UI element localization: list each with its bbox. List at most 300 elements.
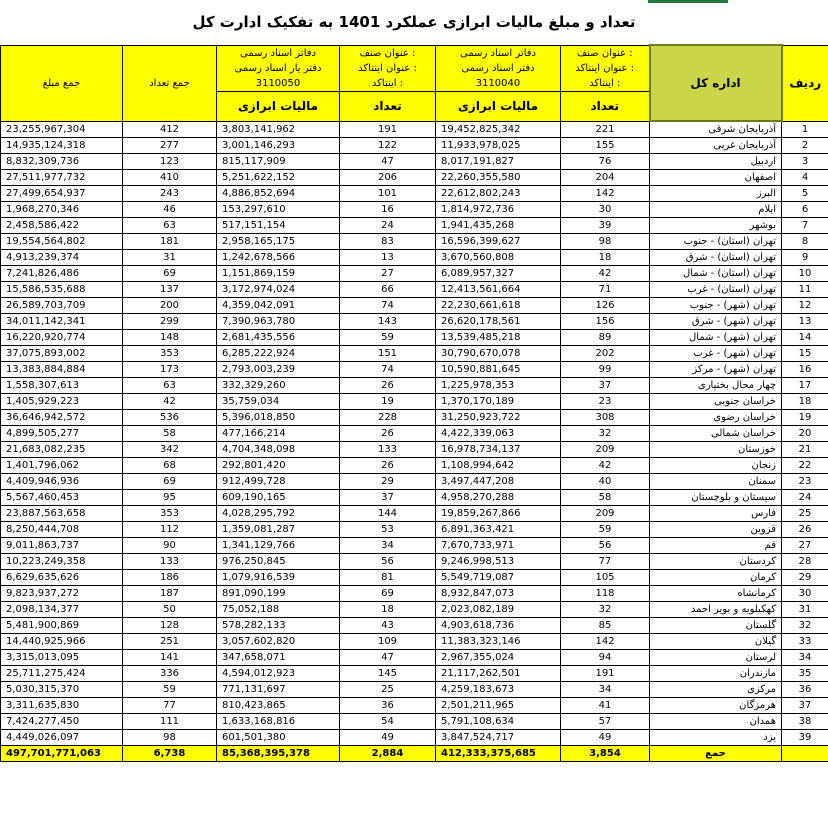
cell-count-2[interactable]: 81 [340,570,436,586]
cell-count-2[interactable]: 122 [340,138,436,154]
cell-total-amount[interactable]: 13,383,884,884 [1,362,123,378]
cell-total-amount[interactable]: 4,409,946,936 [1,474,123,490]
total-count[interactable]: 6,738 [123,746,217,762]
cell-total-count[interactable]: 251 [123,634,217,650]
cell-tax-1[interactable]: 19,859,267,866 [436,506,561,522]
cell-office[interactable]: فارس [650,506,782,522]
cell-tax-2[interactable]: 1,359,081,287 [217,522,340,538]
cell-total-count[interactable]: 98 [123,730,217,746]
cell-office[interactable]: تهران (استان) - شمال [650,266,782,282]
cell-count-2[interactable]: 37 [340,490,436,506]
cell-total-amount[interactable]: 10,223,249,358 [1,554,123,570]
cell-tax-1[interactable]: 22,230,661,618 [436,298,561,314]
cell-office[interactable]: خراسان جنوبی [650,394,782,410]
cell-tax-1[interactable]: 30,790,670,078 [436,346,561,362]
cell-count-1[interactable]: 89 [561,330,650,346]
cell-tax-2[interactable]: 5,396,018,850 [217,410,340,426]
cell-count-1[interactable]: 59 [561,522,650,538]
cell-row-number[interactable]: 28 [782,554,828,570]
cell-tax-1[interactable]: 2,023,082,189 [436,602,561,618]
cell-count-2[interactable]: 109 [340,634,436,650]
cell-row-number[interactable]: 27 [782,538,828,554]
cell-row-number[interactable]: 33 [782,634,828,650]
cell-count-1[interactable]: 32 [561,426,650,442]
cell-total-amount[interactable]: 5,030,315,370 [1,682,123,698]
cell-tax-2[interactable]: 810,423,865 [217,698,340,714]
cell-office[interactable]: زنجان [650,458,782,474]
cell-tax-2[interactable]: 1,341,129,766 [217,538,340,554]
cell-row-number[interactable]: 6 [782,202,828,218]
cell-row-number[interactable]: 13 [782,314,828,330]
cell-count-2[interactable]: 133 [340,442,436,458]
cell-tax-2[interactable]: 1,633,168,816 [217,714,340,730]
cell-tax-1[interactable]: 4,903,618,736 [436,618,561,634]
total-amount[interactable]: 497,701,771,063 [1,746,123,762]
cell-count-2[interactable]: 24 [340,218,436,234]
cell-count-1[interactable]: 209 [561,442,650,458]
cell-total-amount[interactable]: 3,311,635,830 [1,698,123,714]
cell-row-number[interactable]: 32 [782,618,828,634]
cell-office[interactable]: تهران (شهر) - جنوب [650,298,782,314]
cell-row-number[interactable]: 8 [782,234,828,250]
cell-tax-2[interactable]: 815,117,909 [217,154,340,170]
cell-total-amount[interactable]: 8,250,444,708 [1,522,123,538]
cell-office[interactable]: چهار محال بختیاری [650,378,782,394]
cell-total-count[interactable]: 410 [123,170,217,186]
cell-tax-2[interactable]: 7,390,963,780 [217,314,340,330]
cell-total-count[interactable]: 111 [123,714,217,730]
cell-tax-2[interactable]: 601,501,380 [217,730,340,746]
cell-total-count[interactable]: 536 [123,410,217,426]
cell-row-number[interactable]: 2 [782,138,828,154]
cell-row-number[interactable]: 34 [782,650,828,666]
cell-total-amount[interactable]: 14,935,124,318 [1,138,123,154]
cell-total-count[interactable]: 277 [123,138,217,154]
cell-tax-1[interactable]: 8,017,191,827 [436,154,561,170]
cell-tax-1[interactable]: 2,967,355,024 [436,650,561,666]
cell-row-number[interactable]: 20 [782,426,828,442]
cell-office[interactable]: آذربایجان غربی [650,138,782,154]
cell-tax-2[interactable]: 3,172,974,024 [217,282,340,298]
cell-row-number[interactable]: 12 [782,298,828,314]
cell-office[interactable]: هرمزگان [650,698,782,714]
cell-tax-1[interactable]: 10,590,881,645 [436,362,561,378]
cell-total-count[interactable]: 137 [123,282,217,298]
cell-total-amount[interactable]: 5,567,460,453 [1,490,123,506]
cell-tax-2[interactable]: 2,958,165,175 [217,234,340,250]
cell-total-count[interactable]: 58 [123,426,217,442]
cell-count-2[interactable]: 145 [340,666,436,682]
cell-count-1[interactable]: 105 [561,570,650,586]
cell-total-count[interactable]: 50 [123,602,217,618]
cell-office[interactable]: گلستان [650,618,782,634]
cell-row-number[interactable]: 23 [782,474,828,490]
cell-tax-1[interactable]: 26,620,178,561 [436,314,561,330]
cell-total-count[interactable]: 128 [123,618,217,634]
cell-office[interactable]: کرمانشاه [650,586,782,602]
cell-count-2[interactable]: 144 [340,506,436,522]
cell-tax-1[interactable]: 4,958,270,288 [436,490,561,506]
cell-office[interactable]: لرستان [650,650,782,666]
cell-count-2[interactable]: 19 [340,394,436,410]
cell-total-count[interactable]: 95 [123,490,217,506]
cell-count-1[interactable]: 99 [561,362,650,378]
cell-row-number[interactable]: 22 [782,458,828,474]
cell-count-2[interactable]: 74 [340,298,436,314]
cell-total-amount[interactable]: 23,887,563,658 [1,506,123,522]
cell-tax-2[interactable]: 6,285,222,924 [217,346,340,362]
cell-row-number[interactable]: 10 [782,266,828,282]
cell-tax-2[interactable]: 153,297,610 [217,202,340,218]
cell-office[interactable]: تهران (شهر) - مرکز [650,362,782,378]
cell-tax-2[interactable]: 3,803,141,962 [217,121,340,138]
cell-office[interactable]: خوزستان [650,442,782,458]
cell-count-2[interactable]: 47 [340,154,436,170]
cell-tax-2[interactable]: 75,052,188 [217,602,340,618]
cell-count-1[interactable]: 34 [561,682,650,698]
cell-count-1[interactable]: 94 [561,650,650,666]
cell-count-1[interactable]: 49 [561,730,650,746]
cell-total-count[interactable]: 77 [123,698,217,714]
cell-total-count[interactable]: 69 [123,474,217,490]
cell-tax-1[interactable]: 5,791,108,634 [436,714,561,730]
cell-tax-1[interactable]: 9,246,998,513 [436,554,561,570]
cell-count-1[interactable]: 155 [561,138,650,154]
cell-count-2[interactable]: 53 [340,522,436,538]
cell-office[interactable]: همدان [650,714,782,730]
cell-count-2[interactable]: 26 [340,378,436,394]
cell-total-amount[interactable]: 4,449,026,097 [1,730,123,746]
cell-tax-1[interactable]: 11,933,978,025 [436,138,561,154]
cell-total-amount[interactable]: 19,554,564,802 [1,234,123,250]
cell-office[interactable]: آذربایجان شرقی [650,121,782,138]
cell-tax-1[interactable]: 21,117,262,501 [436,666,561,682]
cell-office[interactable]: اردبیل [650,154,782,170]
cell-tax-2[interactable]: 347,658,071 [217,650,340,666]
cell-count-1[interactable]: 30 [561,202,650,218]
cell-row-number[interactable]: 16 [782,362,828,378]
cell-count-2[interactable]: 206 [340,170,436,186]
cell-count-1[interactable]: 126 [561,298,650,314]
cell-count-2[interactable]: 59 [340,330,436,346]
cell-tax-1[interactable]: 16,596,399,627 [436,234,561,250]
cell-total-count[interactable]: 243 [123,186,217,202]
cell-office[interactable]: اصفهان [650,170,782,186]
cell-row-number[interactable]: 9 [782,250,828,266]
cell-row-number[interactable]: 36 [782,682,828,698]
cell-count-1[interactable]: 202 [561,346,650,362]
cell-tax-1[interactable]: 1,941,435,268 [436,218,561,234]
cell-tax-1[interactable]: 5,549,719,087 [436,570,561,586]
cell-office[interactable]: البرز [650,186,782,202]
cell-count-2[interactable]: 18 [340,602,436,618]
cell-total-amount[interactable]: 8,832,309,736 [1,154,123,170]
cell-office[interactable]: تهران (شهر) - شمال [650,330,782,346]
cell-count-2[interactable]: 54 [340,714,436,730]
cell-count-1[interactable]: 142 [561,186,650,202]
cell-total-amount[interactable]: 7,424,277,450 [1,714,123,730]
cell-total-count[interactable]: 173 [123,362,217,378]
cell-tax-2[interactable]: 3,001,146,293 [217,138,340,154]
cell-office[interactable]: مازندران [650,666,782,682]
cell-count-1[interactable]: 118 [561,586,650,602]
cell-total-count[interactable]: 187 [123,586,217,602]
cell-row-number[interactable]: 17 [782,378,828,394]
cell-row-number[interactable]: 35 [782,666,828,682]
cell-tax-2[interactable]: 976,250,845 [217,554,340,570]
cell-count-1[interactable]: 37 [561,378,650,394]
cell-total-amount[interactable]: 34,011,142,341 [1,314,123,330]
cell-office[interactable]: سیستان و بلوچستان [650,490,782,506]
cell-office[interactable]: مرکزی [650,682,782,698]
cell-row-number[interactable]: 31 [782,602,828,618]
cell-tax-2[interactable]: 1,151,869,159 [217,266,340,282]
cell-tax-2[interactable]: 4,704,348,098 [217,442,340,458]
cell-count-2[interactable]: 69 [340,586,436,602]
cell-total-amount[interactable]: 6,629,635,626 [1,570,123,586]
cell-count-1[interactable]: 221 [561,121,650,138]
cell-office[interactable]: تهران (شهر) - غرب [650,346,782,362]
cell-tax-1[interactable]: 4,422,339,063 [436,426,561,442]
cell-count-1[interactable]: 209 [561,506,650,522]
cell-count-1[interactable]: 77 [561,554,650,570]
cell-count-1[interactable]: 308 [561,410,650,426]
cell-count-2[interactable]: 36 [340,698,436,714]
cell-row-number[interactable]: 11 [782,282,828,298]
cell-count-1[interactable]: 71 [561,282,650,298]
cell-row-number[interactable]: 37 [782,698,828,714]
cell-row-number[interactable]: 21 [782,442,828,458]
cell-office[interactable]: خراسان رضوی [650,410,782,426]
cell-office[interactable]: قم [650,538,782,554]
cell-tax-1[interactable]: 3,847,524,717 [436,730,561,746]
cell-tax-1[interactable]: 7,670,733,971 [436,538,561,554]
cell-count-2[interactable]: 43 [340,618,436,634]
cell-tax-2[interactable]: 912,499,728 [217,474,340,490]
cell-tax-1[interactable]: 31,250,923,722 [436,410,561,426]
cell-total-amount[interactable]: 1,401,796,062 [1,458,123,474]
cell-count-2[interactable]: 25 [340,682,436,698]
cell-tax-1[interactable]: 13,539,485,218 [436,330,561,346]
cell-total-amount[interactable]: 27,511,977,732 [1,170,123,186]
cell-total-count[interactable]: 148 [123,330,217,346]
cell-count-2[interactable]: 47 [340,650,436,666]
cell-total-count[interactable]: 42 [123,394,217,410]
cell-total-amount[interactable]: 15,586,535,688 [1,282,123,298]
cell-total-count[interactable]: 412 [123,121,217,138]
cell-row-number[interactable]: 4 [782,170,828,186]
cell-total-count[interactable]: 181 [123,234,217,250]
cell-count-2[interactable]: 13 [340,250,436,266]
cell-tax-2[interactable]: 4,028,295,792 [217,506,340,522]
cell-tax-2[interactable]: 35,759,034 [217,394,340,410]
cell-tax-1[interactable]: 22,612,802,243 [436,186,561,202]
cell-total-count[interactable]: 200 [123,298,217,314]
cell-count-2[interactable]: 101 [340,186,436,202]
cell-total-amount[interactable]: 2,098,134,377 [1,602,123,618]
cell-tax-1[interactable]: 3,497,447,208 [436,474,561,490]
cell-tax-1[interactable]: 8,932,847,073 [436,586,561,602]
cell-total-amount[interactable]: 9,823,937,272 [1,586,123,602]
cell-tax-1[interactable]: 1,225,978,353 [436,378,561,394]
cell-total-amount[interactable]: 3,315,013,095 [1,650,123,666]
cell-tax-2[interactable]: 578,282,133 [217,618,340,634]
cell-tax-1[interactable]: 11,383,323,146 [436,634,561,650]
cell-total-count[interactable]: 63 [123,378,217,394]
cell-count-2[interactable]: 29 [340,474,436,490]
cell-total-amount[interactable]: 4,913,239,374 [1,250,123,266]
cell-count-1[interactable]: 41 [561,698,650,714]
cell-row-number[interactable]: 1 [782,121,828,138]
cell-count-2[interactable]: 16 [340,202,436,218]
cell-total-amount[interactable]: 21,683,082,235 [1,442,123,458]
cell-total-amount[interactable]: 16,220,920,774 [1,330,123,346]
cell-total-count[interactable]: 299 [123,314,217,330]
cell-count-1[interactable]: 98 [561,234,650,250]
cell-count-2[interactable]: 143 [340,314,436,330]
cell-total-amount[interactable]: 2,458,586,422 [1,218,123,234]
cell-row-number[interactable]: 19 [782,410,828,426]
cell-total-count[interactable]: 186 [123,570,217,586]
cell-office[interactable]: ایلام [650,202,782,218]
cell-total-amount[interactable]: 1,405,929,223 [1,394,123,410]
cell-tax-1[interactable]: 19,452,825,342 [436,121,561,138]
cell-total-amount[interactable]: 14,440,925,966 [1,634,123,650]
cell-count-1[interactable]: 40 [561,474,650,490]
cell-row-number[interactable]: 29 [782,570,828,586]
cell-count-2[interactable]: 26 [340,426,436,442]
cell-total-count[interactable]: 141 [123,650,217,666]
cell-office[interactable]: بوشهر [650,218,782,234]
cell-total-amount[interactable]: 23,255,967,304 [1,121,123,138]
cell-office[interactable]: گیلان [650,634,782,650]
cell-office[interactable]: تهران (استان) - جنوب [650,234,782,250]
cell-row-number[interactable]: 39 [782,730,828,746]
cell-total-amount[interactable]: 4,899,505,277 [1,426,123,442]
cell-tax-1[interactable]: 1,814,972,736 [436,202,561,218]
cell-tax-2[interactable]: 4,594,012,923 [217,666,340,682]
cell-total-amount[interactable]: 5,481,900,869 [1,618,123,634]
cell-tax-2[interactable]: 3,057,602,820 [217,634,340,650]
cell-office[interactable]: تهران (استان) - شرق [650,250,782,266]
cell-row-number[interactable]: 25 [782,506,828,522]
cell-tax-2[interactable]: 5,251,622,152 [217,170,340,186]
cell-tax-2[interactable]: 2,681,435,556 [217,330,340,346]
cell-office[interactable]: کهکیلویه و بویر احمد [650,602,782,618]
cell-tax-2[interactable]: 4,886,852,694 [217,186,340,202]
cell-total-count[interactable]: 63 [123,218,217,234]
cell-count-1[interactable]: 85 [561,618,650,634]
cell-total-count[interactable]: 69 [123,266,217,282]
cell-row-number[interactable]: 24 [782,490,828,506]
cell-total-count[interactable]: 353 [123,506,217,522]
cell-count-2[interactable]: 26 [340,458,436,474]
cell-count-2[interactable]: 83 [340,234,436,250]
cell-count-1[interactable]: 23 [561,394,650,410]
cell-total-count[interactable]: 342 [123,442,217,458]
cell-tax-2[interactable]: 609,190,165 [217,490,340,506]
cell-total-count[interactable]: 59 [123,682,217,698]
cell-office[interactable]: یزد [650,730,782,746]
cell-total-amount[interactable]: 36,646,942,572 [1,410,123,426]
header-office[interactable]: اداره کل [650,45,782,121]
cell-tax-1[interactable]: 1,108,994,642 [436,458,561,474]
cell-count-1[interactable]: 156 [561,314,650,330]
cell-tax-2[interactable]: 477,166,214 [217,426,340,442]
cell-count-1[interactable]: 57 [561,714,650,730]
cell-total-amount[interactable]: 1,968,270,346 [1,202,123,218]
cell-count-1[interactable]: 42 [561,266,650,282]
cell-count-1[interactable]: 32 [561,602,650,618]
cell-tax-1[interactable]: 4,259,183,673 [436,682,561,698]
cell-count-1[interactable]: 191 [561,666,650,682]
cell-total-count[interactable]: 31 [123,250,217,266]
total-count-1[interactable]: 3,854 [561,746,650,762]
cell-office[interactable]: قزوین [650,522,782,538]
cell-total-amount[interactable]: 9,011,863,737 [1,538,123,554]
cell-tax-2[interactable]: 2,793,003,239 [217,362,340,378]
cell-count-2[interactable]: 228 [340,410,436,426]
cell-count-2[interactable]: 66 [340,282,436,298]
cell-office[interactable]: سمنان [650,474,782,490]
cell-office[interactable]: تهران (استان) - غرب [650,282,782,298]
cell-count-2[interactable]: 34 [340,538,436,554]
cell-total-amount[interactable]: 25,711,275,424 [1,666,123,682]
cell-tax-1[interactable]: 6,891,363,421 [436,522,561,538]
cell-tax-1[interactable]: 3,670,560,808 [436,250,561,266]
total-tax-1[interactable]: 412,333,375,685 [436,746,561,762]
cell-tax-2[interactable]: 4,359,042,091 [217,298,340,314]
cell-total-amount[interactable]: 26,589,703,709 [1,298,123,314]
cell-tax-1[interactable]: 1,370,170,189 [436,394,561,410]
cell-total-count[interactable]: 68 [123,458,217,474]
cell-row-number[interactable]: 26 [782,522,828,538]
cell-total-count[interactable]: 336 [123,666,217,682]
cell-count-1[interactable]: 18 [561,250,650,266]
cell-tax-1[interactable]: 22,260,355,580 [436,170,561,186]
cell-tax-2[interactable]: 1,079,916,539 [217,570,340,586]
cell-count-1[interactable]: 39 [561,218,650,234]
cell-total-count[interactable]: 353 [123,346,217,362]
total-tax-2[interactable]: 85,368,395,378 [217,746,340,762]
cell-tax-2[interactable]: 292,801,420 [217,458,340,474]
cell-total-count[interactable]: 46 [123,202,217,218]
cell-count-1[interactable]: 204 [561,170,650,186]
cell-row-number[interactable]: 7 [782,218,828,234]
cell-row-number[interactable]: 14 [782,330,828,346]
cell-total-count[interactable]: 133 [123,554,217,570]
cell-tax-2[interactable]: 332,329,260 [217,378,340,394]
cell-total-amount[interactable]: 37,075,893,002 [1,346,123,362]
cell-tax-1[interactable]: 2,501,211,965 [436,698,561,714]
cell-tax-2[interactable]: 891,090,199 [217,586,340,602]
cell-tax-1[interactable]: 6,089,957,327 [436,266,561,282]
cell-row-number[interactable]: 38 [782,714,828,730]
total-count-2[interactable]: 2,884 [340,746,436,762]
cell-total-count[interactable]: 123 [123,154,217,170]
cell-office[interactable]: کردستان [650,554,782,570]
cell-office[interactable]: تهران (شهر) - شرق [650,314,782,330]
cell-row-number[interactable]: 15 [782,346,828,362]
cell-tax-2[interactable]: 517,151,154 [217,218,340,234]
cell-count-2[interactable]: 191 [340,121,436,138]
cell-total-count[interactable]: 90 [123,538,217,554]
cell-count-1[interactable]: 76 [561,154,650,170]
cell-row-number[interactable]: 5 [782,186,828,202]
cell-row-number[interactable]: 30 [782,586,828,602]
cell-count-1[interactable]: 42 [561,458,650,474]
cell-count-1[interactable]: 58 [561,490,650,506]
